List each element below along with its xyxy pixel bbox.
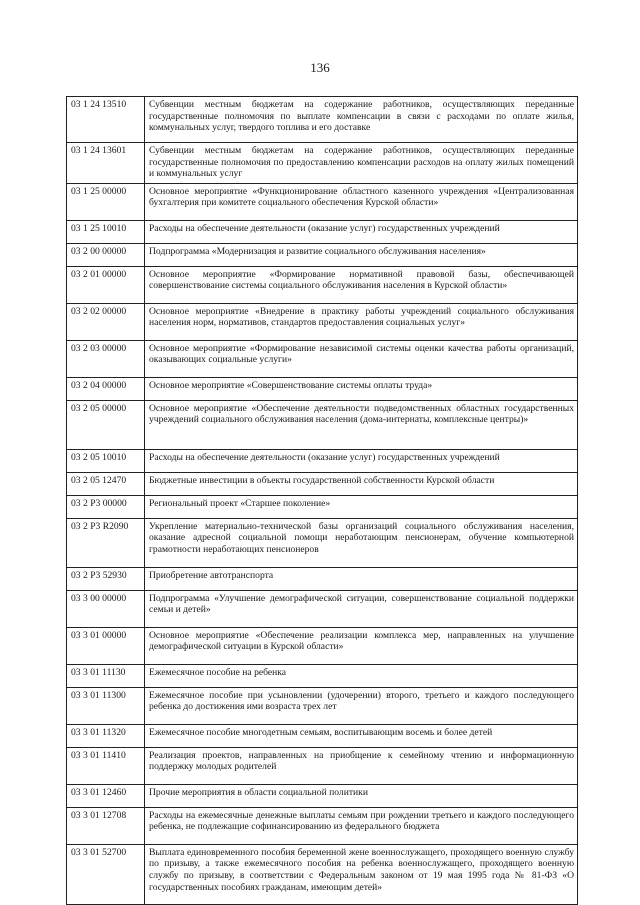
table-row [67, 590, 578, 627]
table-row [67, 303, 578, 340]
row-code: 03 1 25 10010 [67, 220, 145, 243]
table-row [67, 844, 578, 904]
row-code: 03 3 01 11410 [67, 747, 145, 784]
row-description: Субвенции местным бюджетам на содержание работников, осуществляющих переданные государственные полномочия по предоставлению компенсации расходов на оплату жилых помещений и коммунальных услуг [145, 143, 578, 184]
table-row [67, 143, 578, 184]
row-description: Региональный проект «Старшее поколение» [145, 495, 578, 518]
table-row [67, 627, 578, 664]
table-row [67, 807, 578, 844]
row-description: Субвенции местным бюджетам на содержание работников, осуществляющих переданные государственные полномочия по выплате компенсации в связи с расходами по оплате жилья, коммунальных услуг, твердого топлива и его доставке [145, 97, 578, 143]
row-description: Подпрограмма «Модернизация и развитие социального обслуживания населения» [145, 243, 578, 266]
row-description: Основное мероприятие «Обеспечение реализации комплекса мер, направленных на улучшение демографической ситуации в Курской области» [145, 627, 578, 664]
row-code: 03 2 02 00000 [67, 303, 145, 340]
row-code: 03 3 01 52700 [67, 844, 145, 904]
row-code: 03 2 05 12470 [67, 472, 145, 495]
row-description: Основное мероприятие «Формирование независимой системы оценки качества работы организаций, оказывающих социальные услуги» [145, 340, 578, 377]
row-description: Основное мероприятие «Обеспечение деятельности подведомственных областных государственных учреждений социального обслуживания населения (дома-интернаты, комплексные центры)» [145, 400, 578, 449]
row-code: 03 3 01 00000 [67, 627, 145, 664]
row-code: 03 3 01 11320 [67, 724, 145, 747]
row-description: Основное мероприятие «Внедрение в практику работы учреждений социального обслуживания населения норм, нормативов, стандартов предоставления социальных услуг» [145, 303, 578, 340]
row-code: 03 1 25 00000 [67, 183, 145, 220]
table-row [67, 495, 578, 518]
table-row [67, 472, 578, 495]
table-row [67, 340, 578, 377]
row-code: 03 3 01 12708 [67, 807, 145, 844]
row-description: Расходы на ежемесячные денежные выплаты семьям при рождении третьего и каждого последующего ребенка, не подлежащие софинансированию из федерального бюджета [145, 807, 578, 844]
row-description: Ежемесячное пособие на ребенка [145, 664, 578, 687]
row-code: 03 3 01 11130 [67, 664, 145, 687]
table-row [67, 377, 578, 400]
row-description: Основное мероприятие «Формирование нормативной правовой базы, обеспечивающей совершенствование системы социального обслуживания населения в Курской области» [145, 266, 578, 303]
table-row [67, 687, 578, 724]
row-code: 03 3 01 11300 [67, 687, 145, 724]
row-code: 03 2 03 00000 [67, 340, 145, 377]
row-code: 03 1 24 13510 [67, 97, 145, 143]
row-code: 03 2 P3 00000 [67, 495, 145, 518]
row-code: 03 3 00 00000 [67, 590, 145, 627]
row-description: Приобретение автотранспорта [145, 567, 578, 590]
table-row [67, 449, 578, 472]
row-description: Реализация проектов, направленных на приобщение к семейному чтению и информационную поддержку молодых родителей [145, 747, 578, 784]
row-code: 03 2 00 00000 [67, 243, 145, 266]
row-description: Основное мероприятие «Функционирование областного казенного учреждения «Централизованная бухгалтерия при комитете социального обеспечения Курской области» [145, 183, 578, 220]
table-row [67, 266, 578, 303]
row-code: 03 2 P3 R2090 [67, 518, 145, 567]
row-code: 03 2 P3 52930 [67, 567, 145, 590]
row-description: Выплата единовременного пособия беременной жене военнослужащего, проходящего военную службу по призыву, а также ежемесячного пособия на ребенка военнослужащего, проходящего военную службу по призыву, в соответствии с Федеральным законом от 19 мая 1995 года № 81-ФЗ «О государственных пособиях гражданам, имеющим детей» [145, 844, 578, 904]
row-description: Укрепление материально-технической базы организаций социального обслуживания населения, оказание адресной социальной помощи неработающим пенсионерам, обучение компьютерной грамотности неработающих пенсионеров [145, 518, 578, 567]
table-row [67, 220, 578, 243]
row-description: Основное мероприятие «Совершенствование системы оплаты труда» [145, 377, 578, 400]
row-description: Подпрограмма «Улучшение демографической ситуации, совершенствование социальной поддержки семьи и детей» [145, 590, 578, 627]
table-row [67, 784, 578, 807]
row-code: 03 2 04 00000 [67, 377, 145, 400]
page-number: 136 [310, 60, 330, 75]
table-row [67, 747, 578, 784]
row-code: 03 2 05 10010 [67, 449, 145, 472]
row-description: Расходы на обеспечение деятельности (оказание услуг) государственных учреждений [145, 449, 578, 472]
row-code: 03 2 01 00000 [67, 266, 145, 303]
table-row [67, 567, 578, 590]
row-description: Ежемесячное пособие при усыновлении (удочерении) второго, третьего и каждого последующего ребенка до достижения ими возраста трех лет [145, 687, 578, 724]
row-code: 03 1 24 13601 [67, 143, 145, 184]
table-row [67, 97, 578, 143]
table-row [67, 183, 578, 220]
table-row [67, 518, 578, 567]
table-row [67, 243, 578, 266]
table-row [67, 400, 578, 449]
table-row [67, 664, 578, 687]
row-description: Ежемесячное пособие многодетным семьям, воспитывающим восемь и более детей [145, 724, 578, 747]
row-code: 03 3 01 12460 [67, 784, 145, 807]
table-row [67, 724, 578, 747]
row-description: Бюджетные инвестиции в объекты государственной собственности Курской области [145, 472, 578, 495]
row-description: Прочие мероприятия в области социальной политики [145, 784, 578, 807]
row-description: Расходы на обеспечение деятельности (оказание услуг) государственных учреждений [145, 220, 578, 243]
budget-classification-table [66, 96, 578, 905]
row-code: 03 2 05 00000 [67, 400, 145, 449]
